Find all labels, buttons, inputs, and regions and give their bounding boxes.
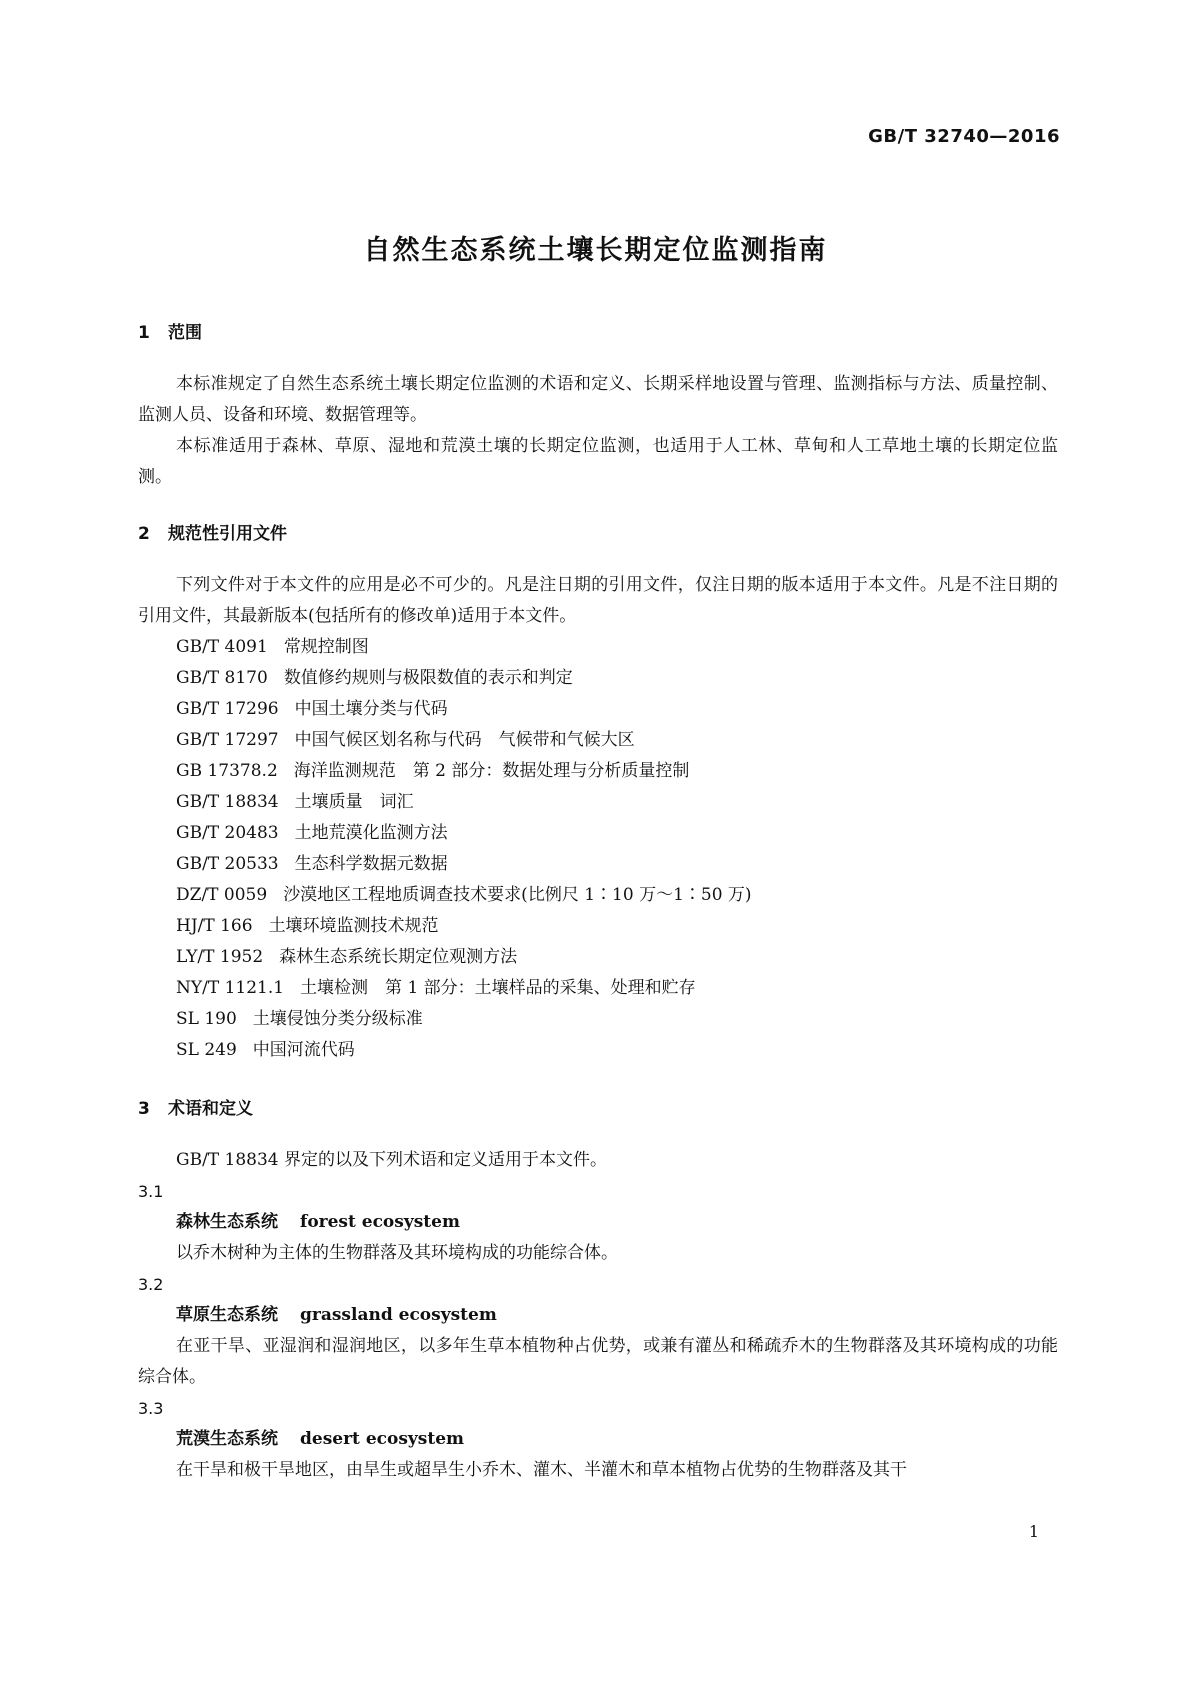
term-definition: 以乔木树种为主体的生物群落及其环境构成的功能综合体。 (176, 1243, 618, 1263)
reference-code: NY/T 1121.1 (176, 978, 285, 998)
reference-title: 土壤检测 第 1 部分：土壤样品的采集、处理和贮存 (300, 978, 696, 998)
term-number: 3.1 (138, 1182, 164, 1201)
reference-item (138, 942, 1058, 973)
terms-intro: GB/T 18834 界定的以及下列术语和定义适用于本文件。 (176, 1150, 608, 1170)
section-number: 1 (138, 323, 150, 343)
section-number: 2 (138, 524, 150, 544)
reference-title: 常规控制图 (283, 637, 369, 657)
section-heading-terms (138, 1094, 1058, 1124)
reference-code: SL 190 (176, 1009, 237, 1029)
reference-item (138, 973, 1058, 1004)
reference-item (138, 1004, 1058, 1035)
reference-title: 沙漠地区工程地质调查技术要求(比例尺 1∶10 万～1∶50 万) (283, 885, 752, 905)
reference-title: 生态科学数据元数据 (294, 854, 448, 874)
term-definition: 在亚干旱、亚湿润和湿润地区，以多年生草本植物种占优势，或兼有灌丛和稀疏乔木的生物群落及其环境构成的功能综合体。 (138, 1336, 1058, 1387)
term-number: 3.2 (138, 1275, 164, 1294)
reference-item (138, 663, 1058, 694)
term-name-zh: 森林生态系统 (176, 1212, 278, 1232)
reference-item (138, 818, 1058, 849)
reference-code: GB/T 17296 (176, 699, 279, 719)
standard-number: GB/T 32740—2016 (868, 126, 1060, 147)
term-name-en: grassland ecosystem (300, 1305, 497, 1325)
term-name (138, 1424, 1058, 1455)
reference-code: SL 249 (176, 1040, 237, 1060)
reference-item (138, 911, 1058, 942)
reference-code: LY/T 1952 (176, 947, 264, 967)
reference-code: GB/T 20483 (176, 823, 279, 843)
reference-code: GB/T 4091 (176, 637, 268, 657)
document-title: 自然生态系统土壤长期定位监测指南 (363, 235, 828, 266)
reference-title: 土地荒漠化监测方法 (294, 823, 448, 843)
section-title: 术语和定义 (168, 1099, 253, 1119)
reference-code: HJ/T 166 (176, 916, 253, 936)
reference-item (138, 756, 1058, 787)
term-name-zh: 草原生态系统 (176, 1305, 278, 1325)
section-title: 范围 (168, 323, 202, 343)
reference-item (138, 694, 1058, 725)
reference-title: 中国河流代码 (252, 1040, 355, 1060)
reference-title: 土壤侵蚀分类分级标准 (252, 1009, 423, 1029)
reference-title: 数值修约规则与极限数值的表示和判定 (283, 668, 573, 688)
reference-item (138, 849, 1058, 880)
reference-code: DZ/T 0059 (176, 885, 268, 905)
reference-title: 中国土壤分类与代码 (294, 699, 448, 719)
reference-title: 海洋监测规范 第 2 部分：数据处理与分析质量控制 (293, 761, 690, 781)
reference-item (138, 632, 1058, 663)
reference-code: GB/T 8170 (176, 668, 268, 688)
section-title: 规范性引用文件 (168, 524, 287, 544)
term-name-en: desert ecosystem (300, 1429, 464, 1449)
references-intro: 下列文件对于本文件的应用是必不可少的。凡是注日期的引用文件，仅注日期的版本适用于本文件。凡是不注日期的引用文件，其最新版本(包括所有的修改单)适用于本文件。 (138, 575, 1058, 626)
term-number: 3.3 (138, 1399, 164, 1418)
term-name-zh: 荒漠生态系统 (176, 1429, 278, 1449)
section-number: 3 (138, 1099, 150, 1119)
reference-item (138, 787, 1058, 818)
page-number: 1 (1028, 1522, 1039, 1541)
reference-item (138, 725, 1058, 756)
reference-code: GB 17378.2 (176, 761, 278, 781)
term-name (138, 1207, 1058, 1238)
document-body (138, 318, 1058, 1486)
reference-code: GB/T 17297 (176, 730, 279, 750)
reference-title: 中国气候区划名称与代码 气候带和气候大区 (294, 730, 635, 750)
scope-paragraph: 本标准适用于森林、草原、湿地和荒漠土壤的长期定位监测，也适用于人工林、草甸和人工草地土壤的长期定位监测。 (138, 436, 1058, 487)
reference-item (138, 880, 1058, 911)
reference-code: GB/T 18834 (176, 792, 279, 812)
term-name (138, 1300, 1058, 1331)
term-name-en: forest ecosystem (300, 1212, 460, 1232)
section-heading-references (138, 519, 1058, 549)
reference-title: 土壤环境监测技术规范 (268, 916, 439, 936)
reference-title: 森林生态系统长期定位观测方法 (279, 947, 518, 967)
reference-title: 土壤质量 词汇 (294, 792, 414, 812)
term-definition: 在干旱和极干旱地区，由旱生或超旱生小乔木、灌木、半灌木和草本植物占优势的生物群落及其干 (176, 1460, 907, 1480)
reference-code: GB/T 20533 (176, 854, 279, 874)
scope-paragraph: 本标准规定了自然生态系统土壤长期定位监测的术语和定义、长期采样地设置与管理、监测指标与方法、质量控制、监测人员、设备和环境、数据管理等。 (138, 374, 1058, 425)
reference-item (138, 1035, 1058, 1066)
section-heading-scope (138, 318, 1058, 348)
